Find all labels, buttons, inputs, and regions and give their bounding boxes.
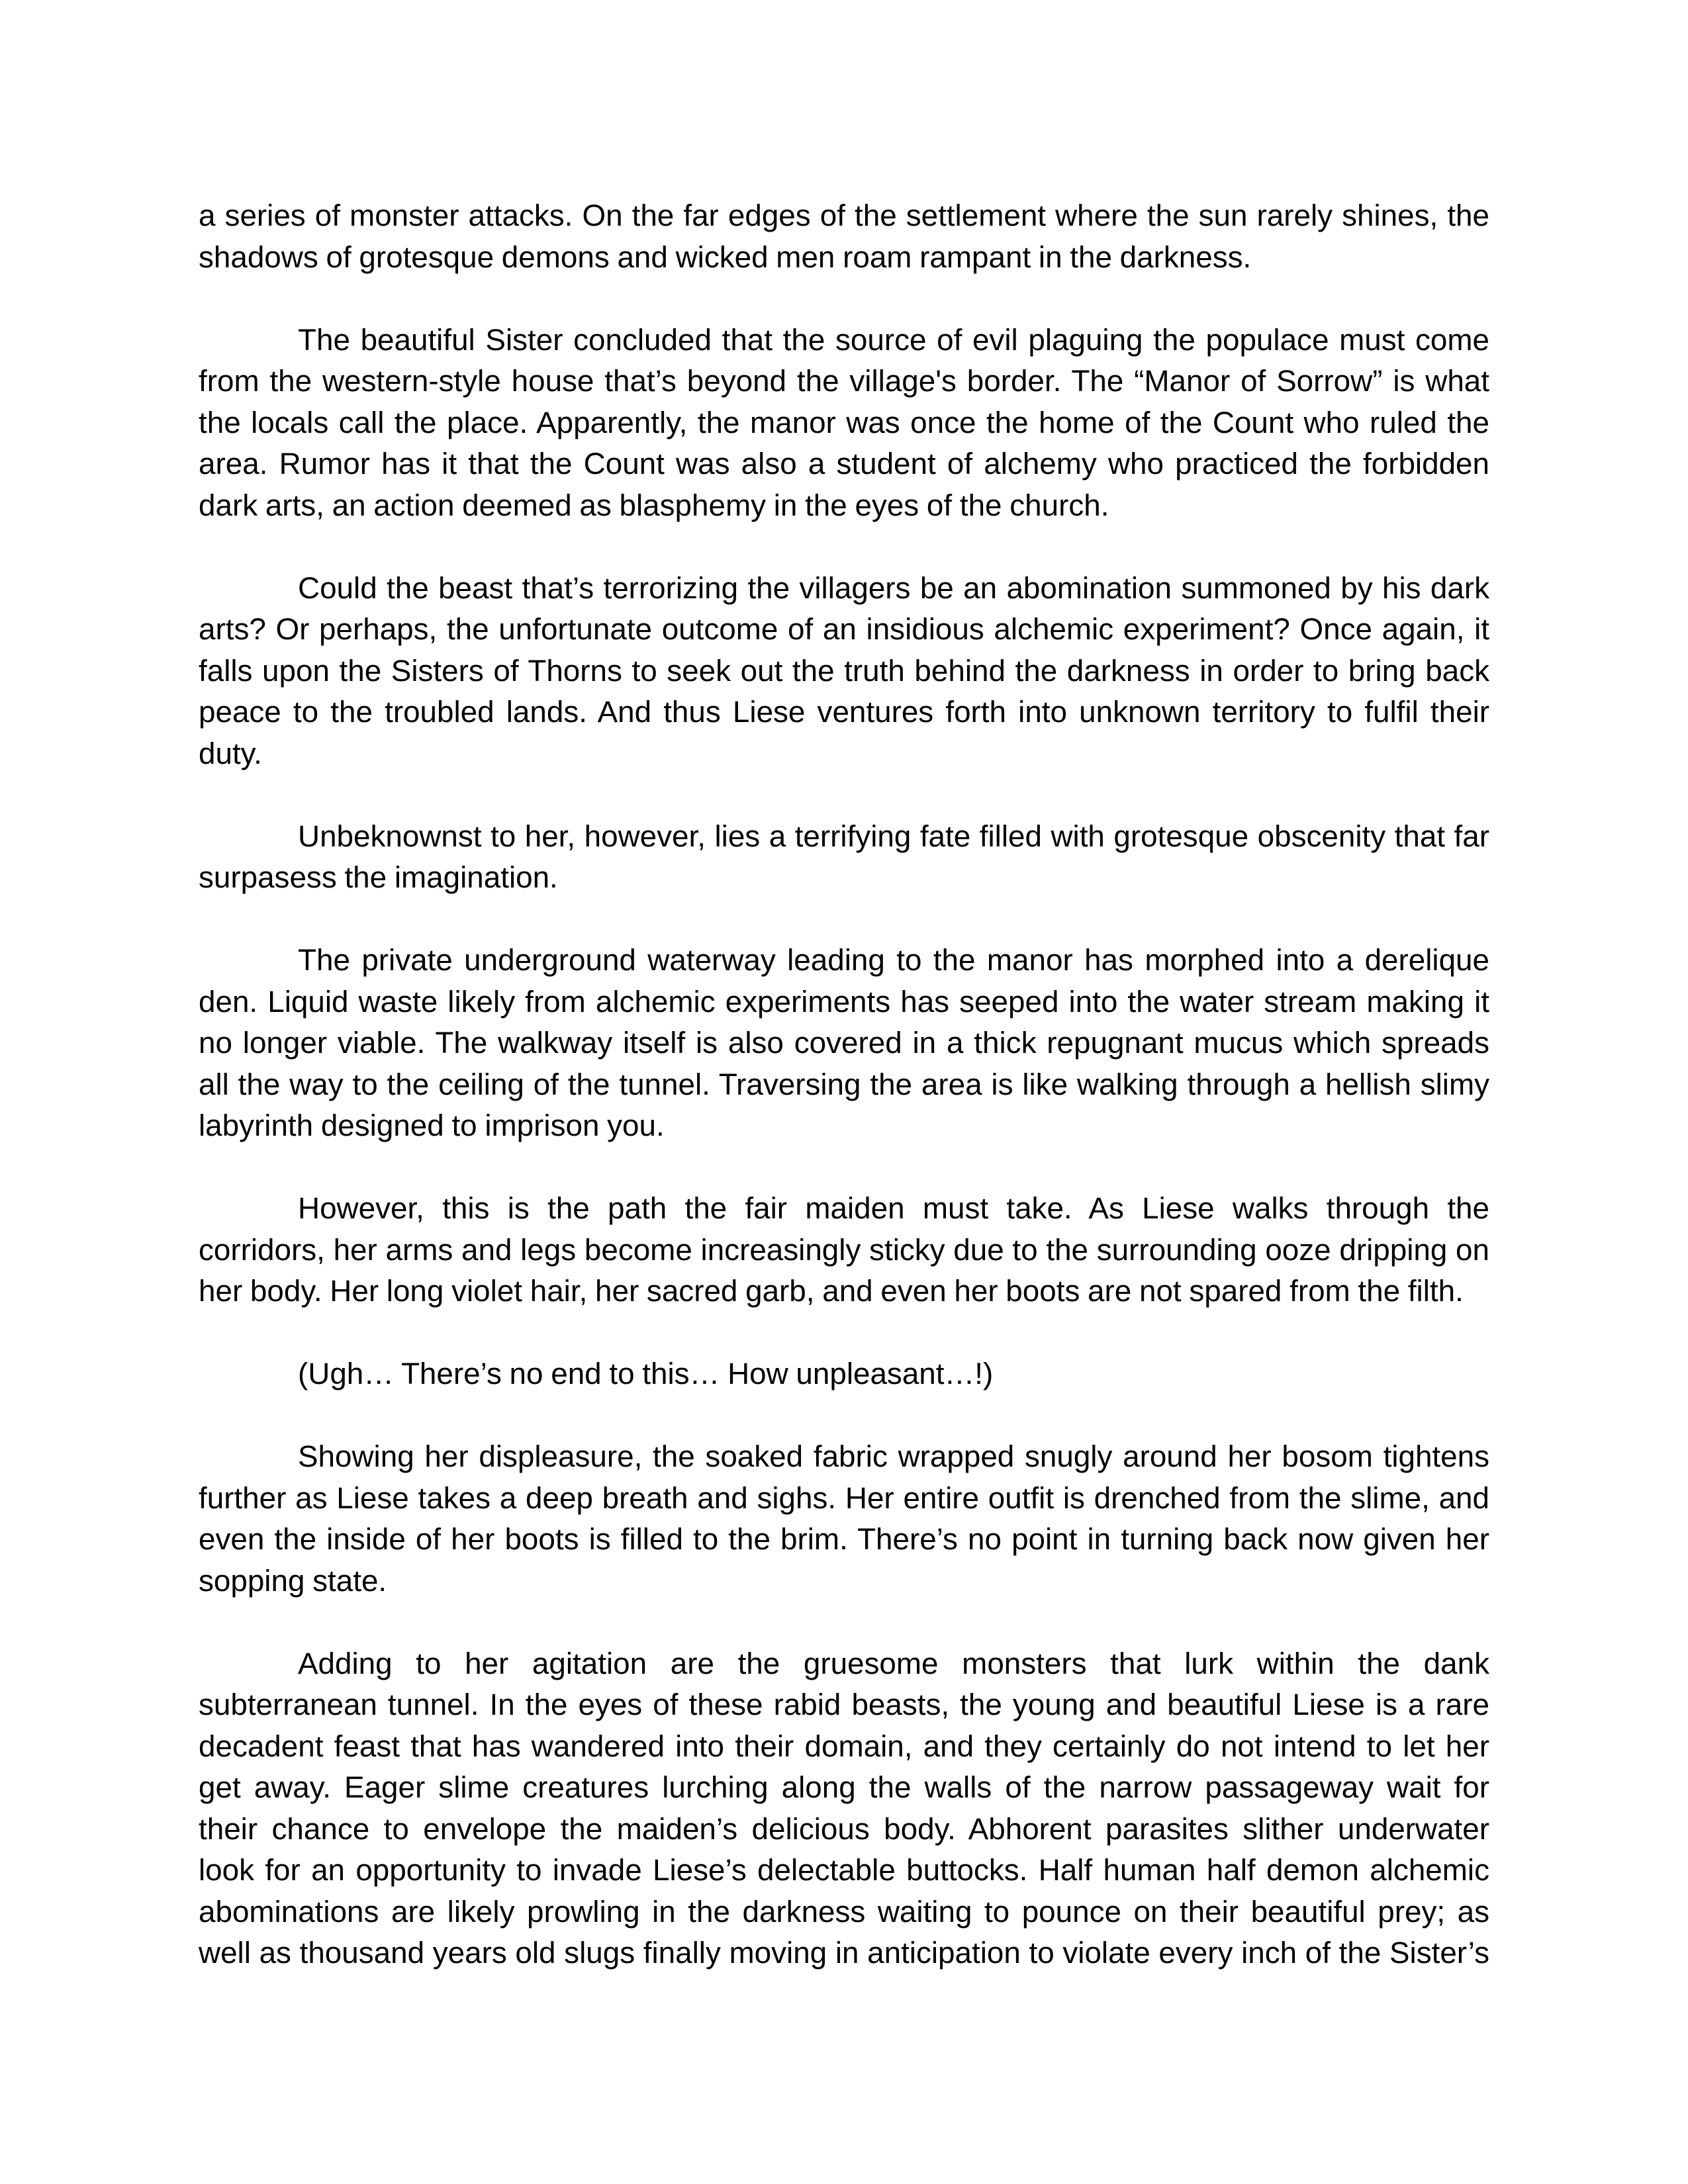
text-line: labyrinth designed to imprison you. bbox=[199, 1109, 665, 1142]
text-line: shadows of grotesque demons and wicked men roam rampant in the darkness. bbox=[199, 240, 1252, 274]
text-line: subterranean tunnel. In the eyes of these rabid beasts, the young and beautiful Liese is a rare bbox=[199, 1688, 1489, 1721]
text-line: arts? Or perhaps, the unfortunate outcome of an insidious alchemic experiment? Once again, it bbox=[199, 612, 1489, 646]
text-line: surpasess the imagination. bbox=[199, 860, 558, 894]
text-line: dark arts, an action deemed as blasphemy in the eyes of the church. bbox=[199, 488, 1109, 522]
paragraph-7 bbox=[199, 1353, 1489, 1395]
text-line: well as thousand years old slugs finally moving in anticipation to violate every inch of the Sister’s bbox=[199, 1936, 1489, 1970]
text-line: the locals call the place. Apparently, the manor was once the home of the Count who ruled the bbox=[199, 405, 1489, 439]
text-line: Showing her displeasure, the soaked fabric wrapped snugly around her bosom tightens bbox=[298, 1439, 1489, 1473]
text-line: (Ugh… There’s no end to this… How unpleasant…!) bbox=[298, 1357, 994, 1390]
text-line: den. Liquid waste likely from alchemic experiments has seeped into the water stream making it bbox=[199, 984, 1489, 1019]
text-line: However, this is the path the fair maiden must take. As Liese walks through the bbox=[298, 1191, 1489, 1225]
text-line: all the way to the ceiling of the tunnel. Traversing the area is like walking through a hellish slimy bbox=[199, 1067, 1489, 1101]
paragraph-5 bbox=[199, 940, 1489, 1147]
paragraph-8 bbox=[199, 1436, 1489, 1602]
text-line: peace to the troubled lands. And thus Liese ventures forth into unknown territory to fulfil their bbox=[199, 695, 1489, 729]
paragraph-2 bbox=[199, 320, 1489, 527]
text-line: decadent feast that has wandered into their domain, and they certainly do not intend to let her bbox=[199, 1729, 1489, 1763]
text-line: even the inside of her boots is filled to the brim. There’s no point in turning back now given her bbox=[199, 1522, 1489, 1556]
text-line: a series of monster attacks. On the far edges of the settlement where the sun rarely shines, the bbox=[199, 199, 1489, 232]
text-line: sopping state. bbox=[199, 1563, 387, 1598]
text-line: The beautiful Sister concluded that the source of evil plaguing the populace must come bbox=[298, 322, 1489, 357]
text-line: get away. Eager slime creatures lurching along the walls of the narrow passageway wait for bbox=[199, 1770, 1489, 1804]
paragraph-9 bbox=[199, 1643, 1489, 1974]
text-line: from the western-style house that’s beyond the village's border. The “Manor of Sorrow” is what bbox=[199, 364, 1489, 398]
text-line: Could the beast that’s terrorizing the villagers be an abomination summoned by his dark bbox=[298, 570, 1489, 605]
document-body bbox=[199, 195, 1489, 1974]
text-line: their chance to envelope the maiden’s delicious body. Abhorent parasites slither underwater bbox=[199, 1811, 1489, 1846]
text-line: further as Liese takes a deep breath and sighs. Her entire outfit is drenched from the slime, and bbox=[199, 1480, 1489, 1515]
text-line: corridors, her arms and legs become increasingly sticky due to the surrounding ooze dripping on bbox=[199, 1232, 1489, 1267]
text-line: Unbeknownst to her, however, lies a terrifying fate filled with grotesque obscenity that far bbox=[298, 819, 1489, 853]
paragraph-3 bbox=[199, 568, 1489, 775]
text-line: area. Rumor has it that the Count was also a student of alchemy who practiced the forbidden bbox=[199, 447, 1489, 480]
text-line: no longer viable. The walkway itself is also covered in a thick repugnant mucus which spreads bbox=[199, 1026, 1489, 1060]
paragraph-6 bbox=[199, 1188, 1489, 1312]
text-line: duty. bbox=[199, 736, 262, 770]
text-line: The private underground waterway leading to the manor has morphed into a derelique bbox=[298, 943, 1489, 977]
paragraph-1 bbox=[199, 195, 1489, 278]
paragraph-4 bbox=[199, 816, 1489, 899]
text-line: falls upon the Sisters of Thorns to seek out the truth behind the darkness in order to bring back bbox=[199, 653, 1489, 688]
text-line: her body. Her long violet hair, her sacred garb, and even her boots are not spared from the filth. bbox=[199, 1274, 1464, 1308]
text-line: look for an opportunity to invade Liese’s delectable buttocks. Half human half demon alchemic bbox=[199, 1853, 1489, 1887]
text-line: Adding to her agitation are the gruesome monsters that lurk within the dank bbox=[298, 1646, 1489, 1680]
text-line: abominations are likely prowling in the darkness waiting to pounce on their beautiful prey; as bbox=[199, 1894, 1489, 1929]
